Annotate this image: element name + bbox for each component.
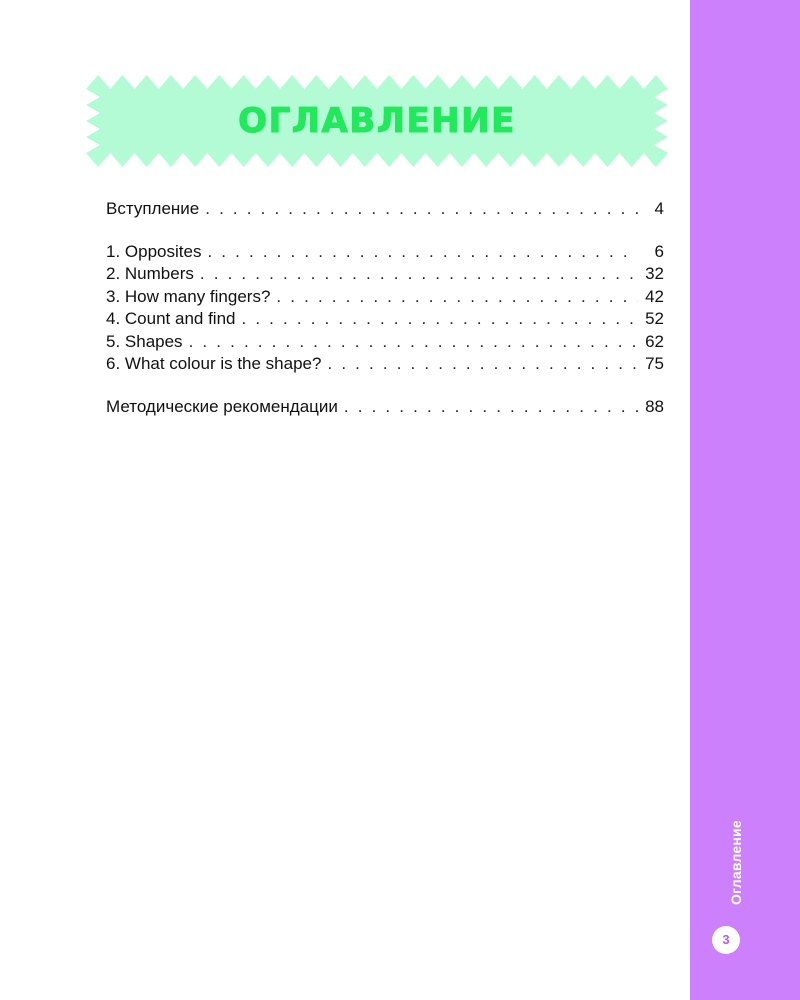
toc-entry-title: 3. How many fingers? bbox=[106, 286, 271, 306]
section-side-label: Оглавление bbox=[728, 820, 744, 905]
toc-leader-dots bbox=[344, 396, 638, 419]
page-number-badge: 3 bbox=[712, 926, 740, 954]
toc-entry[interactable] bbox=[106, 353, 664, 376]
table-of-contents bbox=[106, 198, 664, 418]
toc-entry[interactable] bbox=[106, 263, 664, 286]
toc-leader-dots bbox=[241, 308, 638, 331]
toc-entry-page: 6 bbox=[654, 241, 664, 261]
toc-entry[interactable] bbox=[106, 198, 664, 221]
toc-entry-title: 2. Numbers bbox=[106, 264, 194, 283]
toc-entry-page: 32 bbox=[645, 264, 664, 283]
toc-entry-title: Методические рекомендации bbox=[106, 396, 338, 416]
toc-entry-title: Вступление bbox=[106, 199, 200, 218]
toc-entry-page: 75 bbox=[645, 354, 664, 373]
toc-entry-page: 42 bbox=[645, 286, 664, 306]
toc-entry[interactable] bbox=[106, 241, 664, 264]
toc-leader-dots bbox=[327, 353, 638, 376]
toc-entry-page: 88 bbox=[645, 396, 664, 416]
toc-entry-page: 52 bbox=[645, 309, 664, 328]
toc-entry[interactable] bbox=[106, 286, 664, 309]
toc-entry[interactable] bbox=[106, 308, 664, 331]
toc-entry-title: 1. Opposites bbox=[106, 241, 202, 261]
toc-entry-page: 4 bbox=[654, 199, 664, 218]
toc-leader-dots bbox=[200, 263, 638, 286]
page-title: ОГЛАВЛЕНИЕ bbox=[238, 101, 516, 141]
toc-leader-dots bbox=[189, 331, 638, 354]
toc-entry-title: 6. What colour is the shape? bbox=[106, 354, 322, 373]
toc-entry-page: 62 bbox=[645, 331, 664, 351]
toc-entry[interactable] bbox=[106, 396, 664, 419]
toc-leader-dots bbox=[205, 198, 638, 221]
section-side-tab bbox=[690, 0, 800, 1000]
toc-entry-title: 5. Shapes bbox=[106, 331, 183, 351]
toc-leader-dots bbox=[276, 286, 638, 309]
title-banner bbox=[86, 75, 668, 167]
toc-leader-dots bbox=[207, 241, 638, 264]
toc-entry-title: 4. Count and find bbox=[106, 309, 236, 328]
toc-entry[interactable] bbox=[106, 331, 664, 354]
